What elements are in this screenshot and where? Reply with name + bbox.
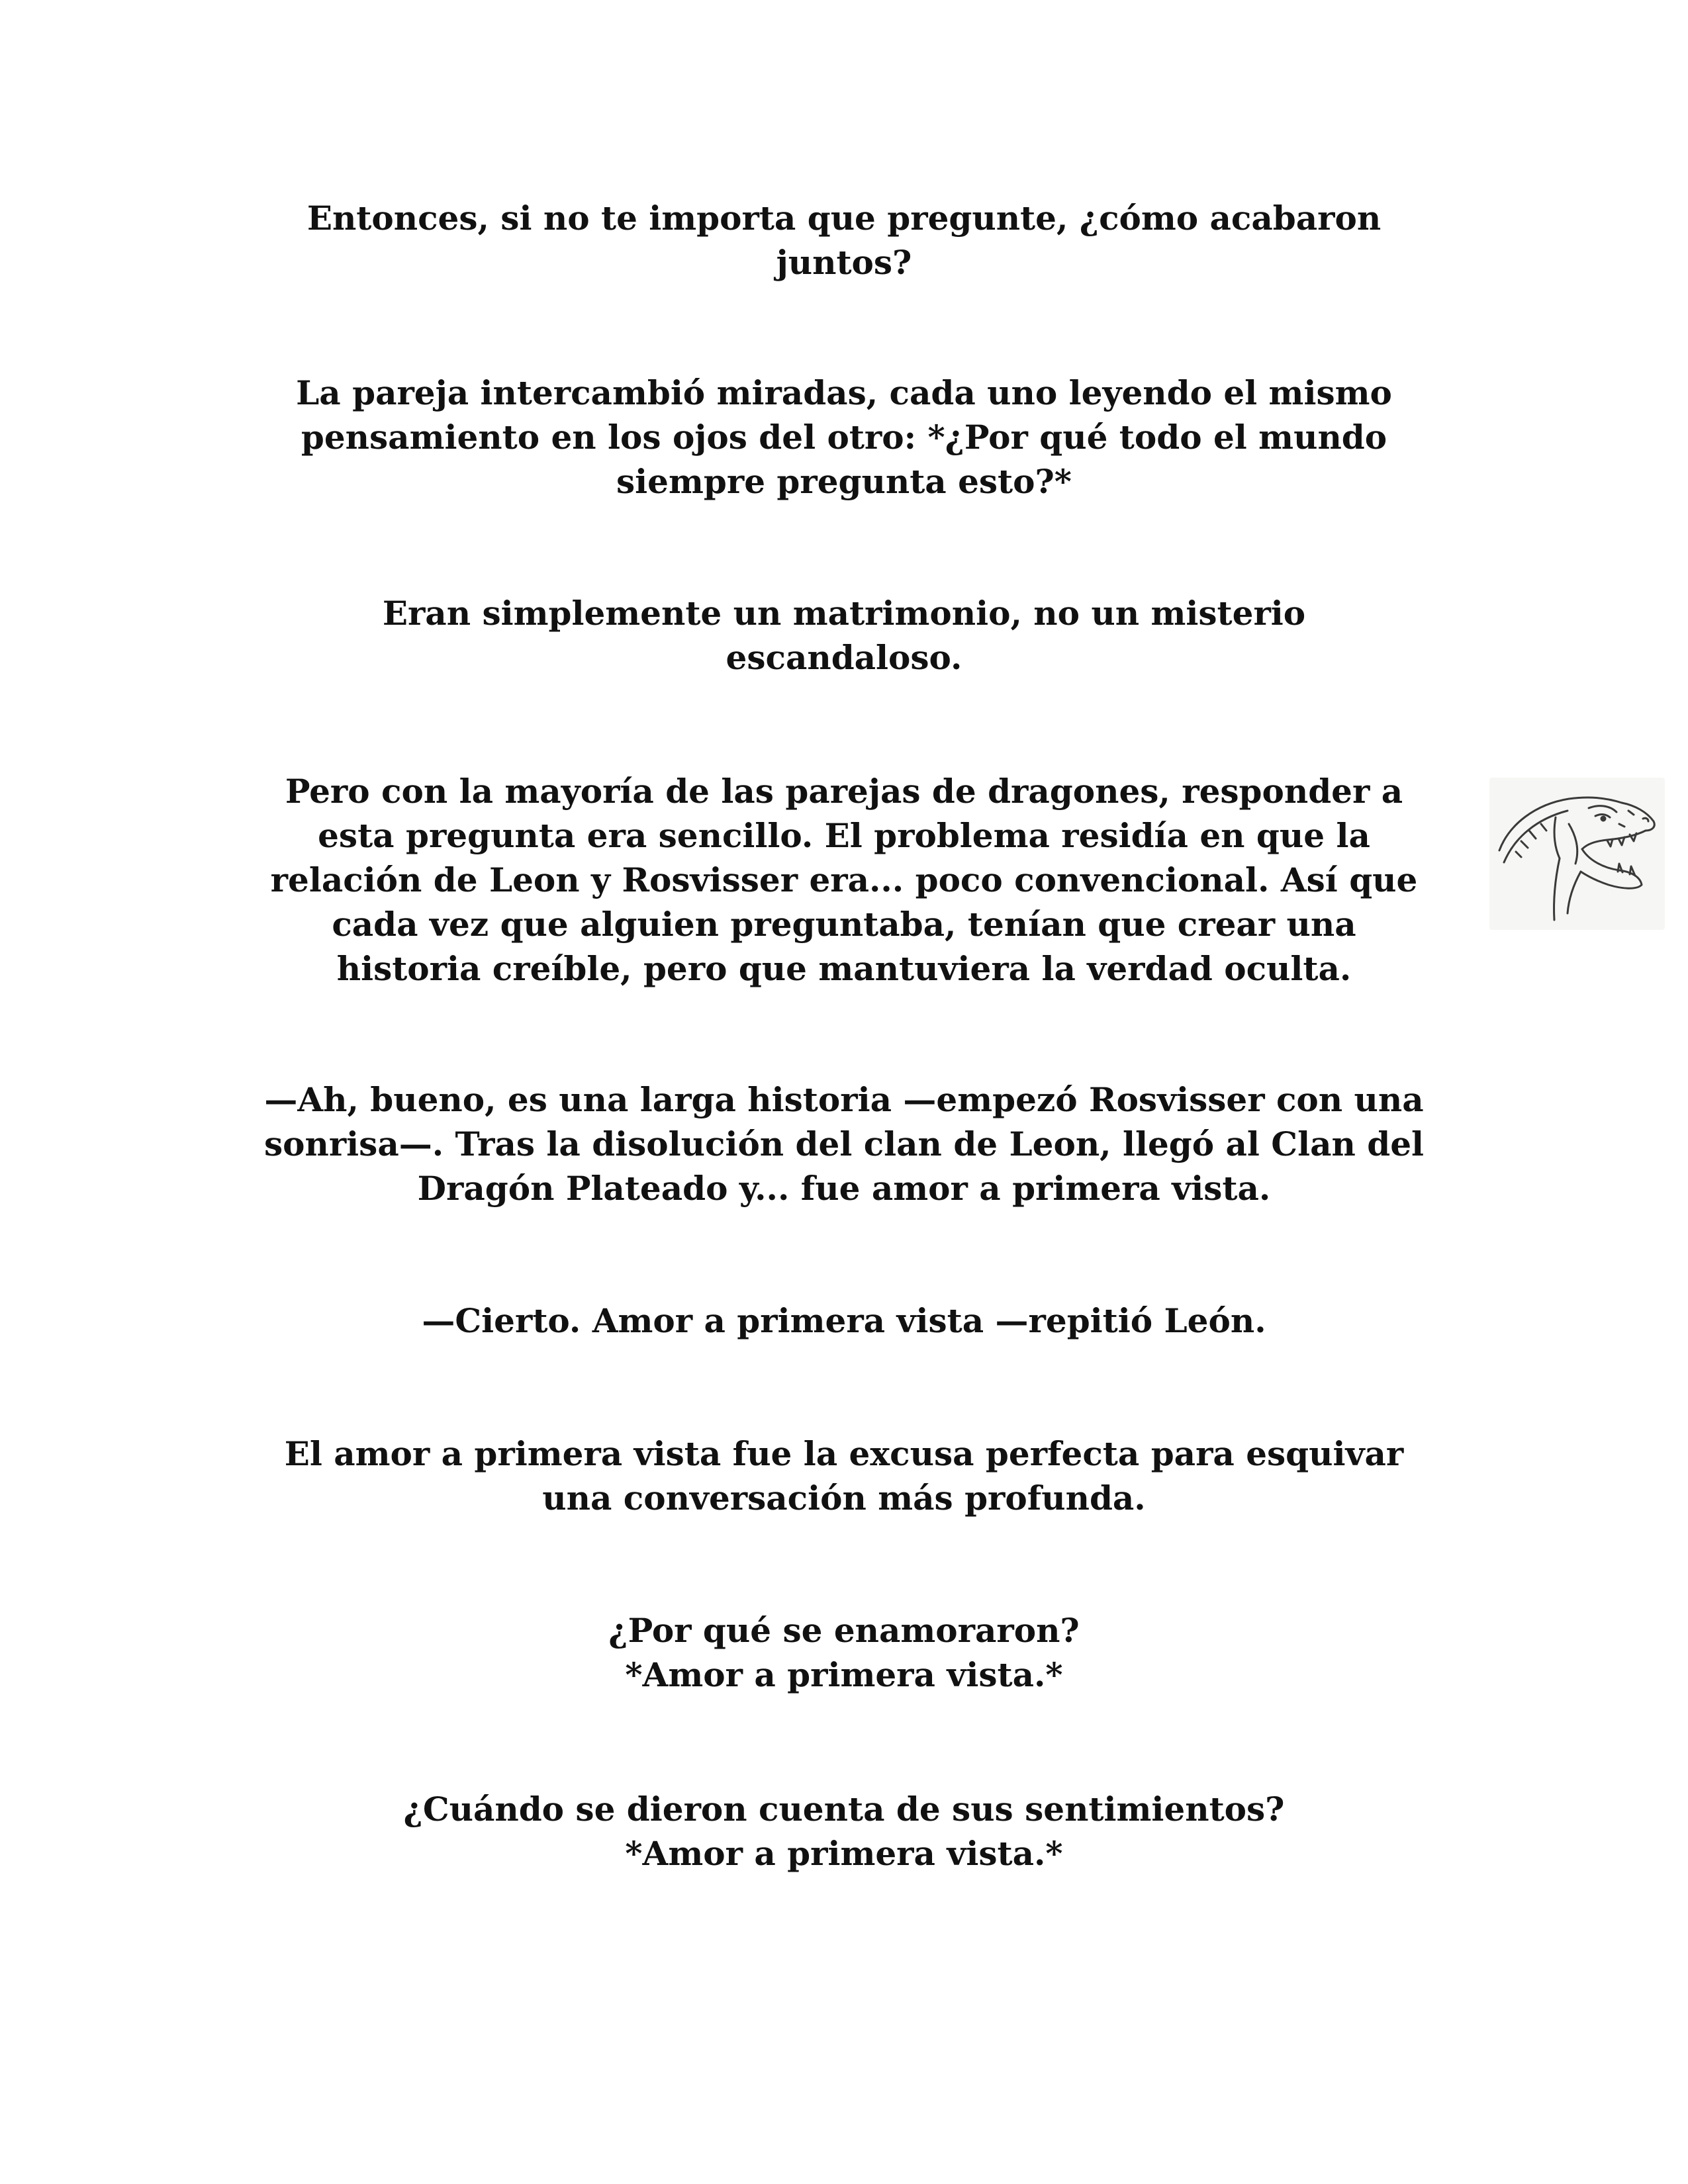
paragraph-rosvisser-dialogue	[199, 1077, 1489, 1210]
text-line: Entonces, si no te importa que pregunte, ¿cómo acabaron	[306, 199, 1382, 238]
text-line: pensamiento en los ojos del otro: *¿Por qué todo el mundo	[301, 418, 1387, 457]
text-line: escandaloso.	[726, 638, 962, 677]
text-line: sonrisa—. Tras la disolución del clan de Leon, llegó al Clan del	[263, 1124, 1425, 1163]
text-line: esta pregunta era sencillo. El problema residía en que la	[318, 816, 1370, 855]
paragraph-why-in-love	[199, 1608, 1489, 1697]
dragon-head-sketch-icon	[1489, 778, 1665, 930]
text-line: La pareja intercambió miradas, cada uno leyendo el mismo	[296, 373, 1392, 412]
text-line: relación de Leon y Rosvisser era... poco convencional. Así que	[270, 860, 1418, 899]
text-line: Dragón Plateado y... fue amor a primera vista.	[417, 1169, 1271, 1208]
text-line: una conversación más profunda.	[542, 1479, 1146, 1518]
paragraph-unconventional-relationship	[199, 769, 1489, 991]
text-line: ¿Cuándo se dieron cuenta de sus sentimientos?	[403, 1790, 1285, 1829]
paragraph-when-realized	[199, 1787, 1489, 1876]
paragraph-perfect-excuse	[199, 1432, 1489, 1520]
text-line: historia creíble, pero que mantuviera la verdad oculta.	[336, 949, 1352, 988]
text-line: juntos?	[776, 243, 912, 282]
text-line: siempre pregunta esto?*	[616, 462, 1072, 501]
text-line: *Amor a primera vista.*	[625, 1655, 1063, 1694]
text-line: ¿Por qué se enamoraron?	[608, 1611, 1080, 1650]
paragraph-exchanged-looks	[199, 371, 1489, 504]
text-line: cada vez que alguien preguntaba, tenían que crear una	[332, 905, 1356, 944]
text-line: —Cierto. Amor a primera vista —repitió León.	[422, 1301, 1266, 1340]
paragraph-question	[199, 196, 1489, 285]
text-line: El amor a primera vista fue la excusa perfecta para esquivar	[284, 1434, 1404, 1473]
text-line: Eran simplemente un matrimonio, no un misterio	[382, 594, 1306, 633]
paragraph-leon-dialogue	[199, 1298, 1489, 1343]
text-line: Pero con la mayoría de las parejas de dragones, responder a	[285, 772, 1403, 811]
text-line: —Ah, bueno, es una larga historia —empezó Rosvisser con una	[264, 1080, 1424, 1119]
paragraph-simple-marriage	[199, 591, 1489, 680]
text-line: *Amor a primera vista.*	[625, 1834, 1063, 1873]
